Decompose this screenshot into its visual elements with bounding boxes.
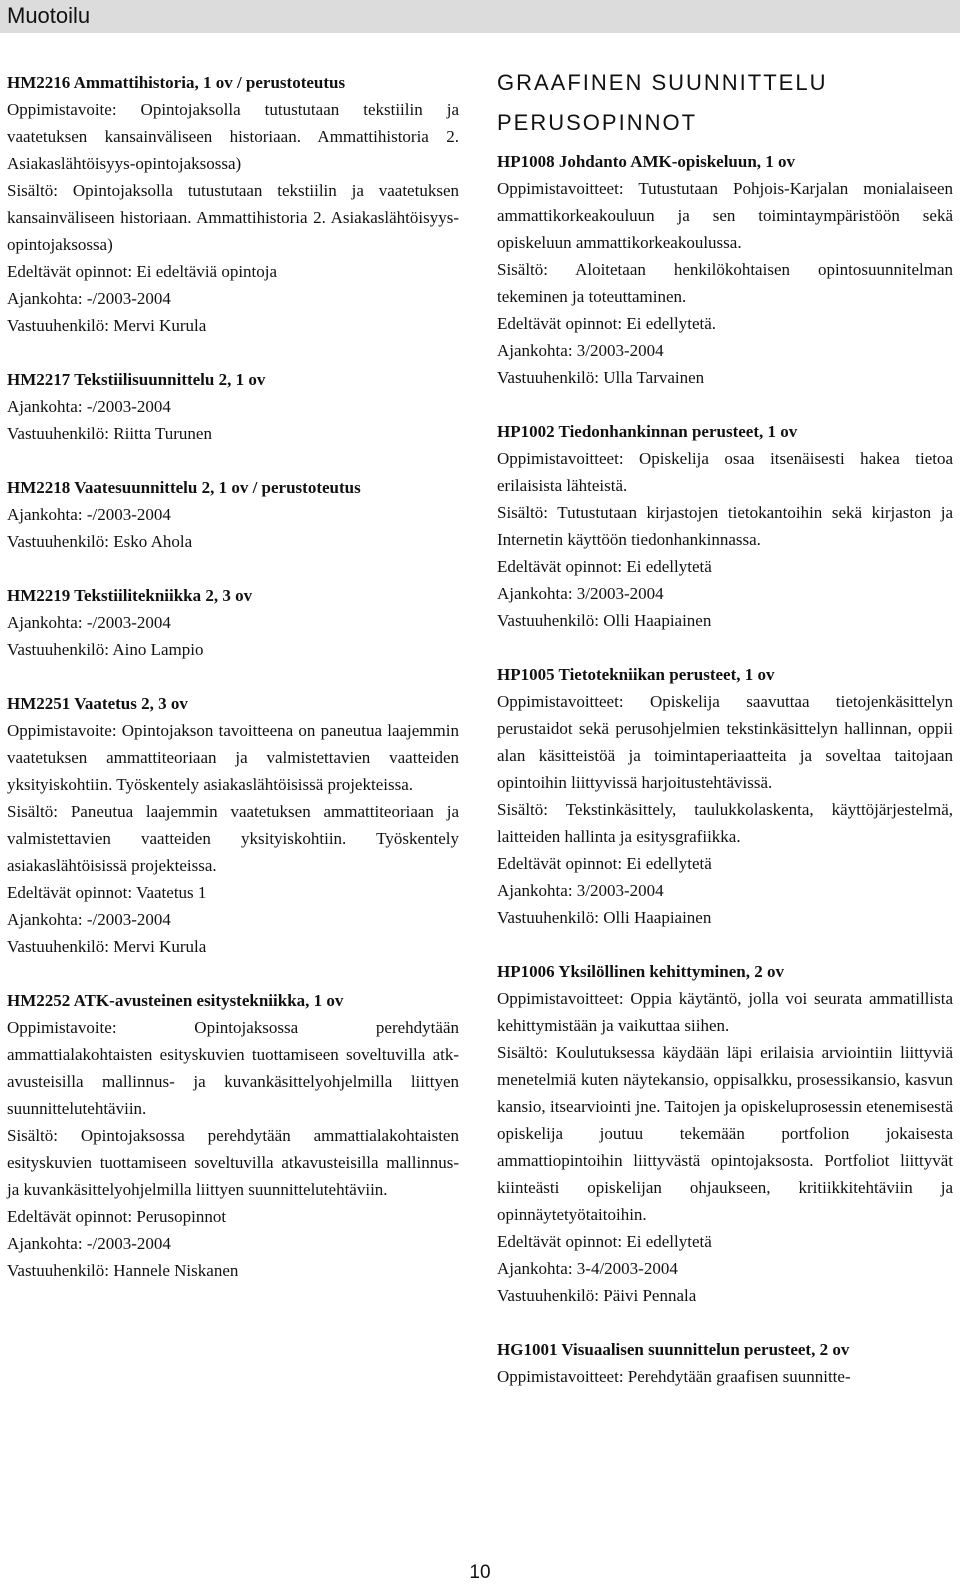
field-label: Sisältö xyxy=(7,1126,54,1145)
field-separator: : xyxy=(77,910,87,929)
course-field xyxy=(7,636,459,663)
course-field xyxy=(497,985,953,1039)
section-title: Muotoilu xyxy=(7,3,91,28)
field-label: Sisältö: xyxy=(497,800,549,819)
course-field xyxy=(7,528,459,555)
field-text: 3/2003-2004 xyxy=(576,881,664,900)
field-text: -/2003-2004 xyxy=(86,397,171,416)
field-text: Opiskelija saavuttaa tietojenkäsittelyn perustaidot sekä perusohjelmien tekstinkäsittelyn hallinnan, oppii alan käsitteistöä ja toimintaperiaatteita ja soveltaa taitojaan opintoihin liittyvissä harjoitustehtävissä. xyxy=(497,692,954,792)
field-text: Hannele Niskanen xyxy=(113,1261,239,1280)
field-label: Edeltävät opinnot xyxy=(7,262,128,281)
field-separator: : xyxy=(104,316,114,335)
course-title: HM2219 Tekstiilitekniikka 2, 3 ov xyxy=(7,586,253,605)
subsection-heading: PERUSOPINNOT xyxy=(497,110,698,135)
field-label: Oppimistavoite xyxy=(7,721,112,740)
field-text: Ei edellytetä xyxy=(626,1232,712,1251)
course-block xyxy=(7,690,459,960)
course-title: HP1005 Tietotekniikan perusteet, 1 ov xyxy=(497,665,775,684)
field-text: Perehdytään graafisen suunnitte- xyxy=(627,1367,851,1386)
course-block xyxy=(497,418,953,634)
course-field xyxy=(497,310,953,337)
field-text: Aloitetaan henkilökohtaisen opintosuunnitelman tekeminen ja toteuttaminen. xyxy=(497,260,954,306)
field-separator: : xyxy=(104,424,114,443)
course-field xyxy=(497,553,953,580)
course-field xyxy=(497,499,953,553)
field-separator xyxy=(548,260,575,279)
field-text: Koulutuksessa käydään läpi erilaisia arviointiin liittyviä menetelmiä kuten näytekansio, oppisalkku, prosessikansio, kasvun kansio, itsearviointi jne. Taitojen ja opiskeluprosessin etenemisestä opiskelija joutuu tekemään portfolion jokaisesta ammattiopintoihin liittyvästä opintojaksosta. Portfoliot liittyvät kiinteästi opiskelijan ohjaukseen, kritiikkitehtäviin ja opinnäytetyötaitoihin. xyxy=(497,1043,953,1224)
field-label: Sisältö xyxy=(7,802,54,821)
left-column xyxy=(7,69,459,1284)
field-label: Edeltävät opinnot: xyxy=(497,854,623,873)
field-label: Ajankohta: xyxy=(497,584,573,603)
field-label: Vastuuhenkilö xyxy=(7,424,105,443)
field-label: Sisältö: xyxy=(497,260,549,279)
field-separator: : xyxy=(53,1126,81,1145)
course-field xyxy=(7,933,459,960)
course-field xyxy=(7,1014,459,1122)
course-field xyxy=(497,607,953,634)
field-label: Edeltävät opinnot xyxy=(7,1207,128,1226)
field-text: Esko Ahola xyxy=(113,532,193,551)
course-field xyxy=(497,337,953,364)
field-separator: : xyxy=(104,1261,114,1280)
course-field xyxy=(497,904,953,931)
course-field xyxy=(7,501,459,528)
course-field xyxy=(7,717,459,798)
course-block xyxy=(7,582,459,663)
field-text: Ei edellytetä. xyxy=(626,314,717,333)
field-text: Opintojaksossa perehdytään ammattialakohtaisten esityskuvien tuottamiseen soveltuvilla atk-avusteisilla mallinnus- ja kuvankäsittelyohjelmilla liittyen suunnittelutehtäviin. xyxy=(7,1018,459,1118)
field-separator: : xyxy=(104,532,114,551)
course-field xyxy=(7,879,459,906)
course-block xyxy=(497,1336,953,1390)
course-field xyxy=(7,312,459,339)
field-label: Edeltävät opinnot: xyxy=(497,1232,623,1251)
field-label: Vastuuhenkilö: xyxy=(497,908,599,927)
course-field xyxy=(497,1255,953,1282)
page-number: 10 xyxy=(469,1562,491,1583)
right-column xyxy=(497,69,953,1390)
field-separator xyxy=(624,179,639,198)
field-label: Ajankohta xyxy=(7,505,78,524)
field-text: Opintojaksossa perehdytään ammattialakohtaisten esityskuvien tuottamiseen soveltuvilla atkavusteisilla mallinnus- ja kuvankäsittelyohjelmilla liittyen suunnittelutehtäviin. xyxy=(7,1126,459,1199)
field-text: Opintojakson tavoitteena on paneutua laajemmin vaatetuksen ammattiteoriaan ja valmistettavien vaatteiden yksityiskohtiin. Työskentely asiakaslähtöisissä projekteissa. xyxy=(7,721,459,794)
field-separator: : xyxy=(111,721,122,740)
field-separator xyxy=(548,1043,556,1062)
course-field xyxy=(497,364,953,391)
course-field xyxy=(7,906,459,933)
field-label: Ajankohta: xyxy=(497,881,573,900)
course-field xyxy=(7,798,459,879)
field-text: Tutustutaan Pohjois-Karjalan monialaiseen ammattikorkeakouluun ja sen toimintaympäristöön sekä opiskeluun ammattikorkeakoulussa. xyxy=(497,179,953,252)
course-field xyxy=(7,1257,459,1284)
course-title: HP1006 Yksilöllinen kehittyminen, 2 ov xyxy=(497,962,784,981)
field-label: Vastuuhenkilö xyxy=(7,1261,105,1280)
field-text: Päivi Pennala xyxy=(603,1286,697,1305)
course-field xyxy=(497,850,953,877)
field-label: Vastuuhenkilö xyxy=(7,937,105,956)
course-field xyxy=(497,445,953,499)
field-text: Tekstinkäsittely, taulukkolaskenta, käyttöjärjestelmä, laitteiden hallinta ja esitysgrafiikka. xyxy=(497,800,953,846)
field-separator xyxy=(624,449,639,468)
field-text: 3/2003-2004 xyxy=(576,341,664,360)
field-separator: : xyxy=(111,1018,195,1037)
field-label: Oppimistavoitteet: xyxy=(497,449,624,468)
field-text: Oppia käytäntö, jolla voi seurata ammatillista kehittymistään ja vaikuttaa siihen. xyxy=(497,989,954,1035)
course-field xyxy=(497,1363,953,1390)
course-field xyxy=(497,796,953,850)
field-separator: : xyxy=(77,397,87,416)
field-separator: : xyxy=(77,289,87,308)
field-label: Vastuuhenkilö xyxy=(7,532,105,551)
field-separator: : xyxy=(127,883,137,902)
course-title: HM2251 Vaatetus 2, 3 ov xyxy=(7,694,188,713)
field-text: Aino Lampio xyxy=(112,640,204,659)
field-label: Edeltävät opinnot xyxy=(7,883,128,902)
field-separator: : xyxy=(127,1207,137,1226)
field-text: Riitta Turunen xyxy=(113,424,212,443)
field-label: Ajankohta xyxy=(7,1234,78,1253)
field-text: 3-4/2003-2004 xyxy=(576,1259,678,1278)
course-title: HP1002 Tiedonhankinnan perusteet, 1 ov xyxy=(497,422,798,441)
field-label: Vastuuhenkilö: xyxy=(497,611,599,630)
course-block xyxy=(7,987,459,1284)
course-field xyxy=(7,1203,459,1230)
field-label: Vastuuhenkilö xyxy=(7,316,105,335)
field-text: 3/2003-2004 xyxy=(576,584,664,603)
field-text: -/2003-2004 xyxy=(86,613,171,632)
field-text: Olli Haapiainen xyxy=(603,908,712,927)
course-title: HM2252 ATK-avusteinen esitystekniikka, 1 ov xyxy=(7,991,344,1010)
field-separator: : xyxy=(77,613,87,632)
page-header xyxy=(0,0,960,33)
course-title: HP1008 Johdanto AMK-opiskeluun, 1 ov xyxy=(497,152,796,171)
field-text: Ei edeltäviä opintoja xyxy=(136,262,278,281)
course-field xyxy=(497,877,953,904)
course-block xyxy=(497,958,953,1309)
course-block xyxy=(7,366,459,447)
field-label: Sisältö: xyxy=(497,1043,549,1062)
course-field xyxy=(7,258,459,285)
program-heading: GRAAFINEN SUUNNITTELU xyxy=(497,70,828,95)
course-field xyxy=(7,96,459,177)
course-field xyxy=(497,1228,953,1255)
field-label: Vastuuhenkilö: xyxy=(497,1286,599,1305)
field-separator: : xyxy=(111,100,141,119)
field-text: Vaatetus 1 xyxy=(136,883,207,902)
field-label: Ajankohta xyxy=(7,289,78,308)
field-separator: : xyxy=(77,1234,87,1253)
field-text: Mervi Kurula xyxy=(113,937,207,956)
field-label: Sisältö xyxy=(7,181,54,200)
course-field xyxy=(497,688,953,796)
field-separator: : xyxy=(53,181,73,200)
field-label: Ajankohta xyxy=(7,910,78,929)
field-text: -/2003-2004 xyxy=(86,910,171,929)
field-text: -/2003-2004 xyxy=(86,1234,171,1253)
course-field xyxy=(497,256,953,310)
course-field xyxy=(7,393,459,420)
field-separator: : xyxy=(104,640,113,659)
course-field xyxy=(497,1039,953,1228)
field-text: -/2003-2004 xyxy=(86,505,171,524)
field-text: Opiskelija osaa itsenäisesti hakea tietoa erilaisista lähteistä. xyxy=(497,449,954,495)
field-text: Ei edellytetä xyxy=(626,557,712,576)
course-block xyxy=(497,661,953,931)
course-field xyxy=(7,177,459,258)
course-field xyxy=(7,285,459,312)
course-title: HM2218 Vaatesuunnittelu 2, 1 ov / perustoteutus xyxy=(7,478,361,497)
field-label: Oppimistavoite xyxy=(7,1018,112,1037)
field-text: Olli Haapiainen xyxy=(603,611,712,630)
field-label: Oppimistavoitteet: xyxy=(497,692,624,711)
field-text: Tutustutaan kirjastojen tietokantoihin sekä kirjaston ja Internetin käyttöön tiedonhankinnassa. xyxy=(497,503,953,549)
course-field xyxy=(497,175,953,256)
course-field xyxy=(7,1122,459,1203)
field-text: Paneutua laajemmin vaatetuksen ammattiteoriaan ja valmistettavien vaatteiden yksityiskohtiin. Työskentely asiakaslähtöisissä projekteissa. xyxy=(7,802,459,875)
field-separator: : xyxy=(53,802,71,821)
field-label: Oppimistavoitteet: xyxy=(497,989,624,1008)
field-label: Vastuuhenkilö: xyxy=(497,368,599,387)
field-text: Opintojaksolla tutustutaan tekstiilin ja vaatetuksen kansainväliseen historiaan. Ammattihistoria 2. Asiakaslähtöisyys-opintojaksossa) xyxy=(7,100,459,173)
field-text: Opintojaksolla tutustutaan tekstiilin ja vaatetuksen kansainväliseen historiaan. Ammattihistoria 2. Asiakaslähtöisyys-opintojaksossa) xyxy=(7,181,459,254)
field-separator xyxy=(624,692,650,711)
field-label: Oppimistavoitteet: xyxy=(497,179,624,198)
course-field xyxy=(7,1230,459,1257)
field-label: Ajankohta xyxy=(7,613,78,632)
field-text: Perusopinnot xyxy=(136,1207,227,1226)
field-label: Ajankohta: xyxy=(497,1259,573,1278)
field-text: Ei edellytetä xyxy=(626,854,712,873)
field-label: Oppimistavoite xyxy=(7,100,112,119)
field-label: Ajankohta: xyxy=(497,341,573,360)
field-text: Ulla Tarvainen xyxy=(603,368,705,387)
field-label: Edeltävät opinnot: xyxy=(497,314,623,333)
field-separator xyxy=(548,503,557,522)
field-text: -/2003-2004 xyxy=(86,289,171,308)
course-field xyxy=(497,580,953,607)
field-text: Mervi Kurula xyxy=(113,316,207,335)
field-separator: : xyxy=(127,262,137,281)
course-field xyxy=(7,609,459,636)
right-course-list xyxy=(497,148,953,1390)
course-field xyxy=(497,1282,953,1309)
course-title: HM2217 Tekstiilisuunnittelu 2, 1 ov xyxy=(7,370,266,389)
field-label: Oppimistavoitteet: xyxy=(497,1367,624,1386)
course-block xyxy=(497,148,953,391)
field-label: Vastuuhenkilö xyxy=(7,640,105,659)
field-label: Sisältö: xyxy=(497,503,549,522)
course-title: HM2216 Ammattihistoria, 1 ov / perustoteutus xyxy=(7,73,346,92)
course-block xyxy=(7,69,459,339)
field-separator xyxy=(548,800,566,819)
field-label: Edeltävät opinnot: xyxy=(497,557,623,576)
field-separator: : xyxy=(104,937,114,956)
course-block xyxy=(7,474,459,555)
course-title: HG1001 Visuaalisen suunnittelun perusteet, 2 ov xyxy=(497,1340,850,1359)
field-separator: : xyxy=(77,505,87,524)
course-field xyxy=(7,420,459,447)
field-label: Ajankohta xyxy=(7,397,78,416)
